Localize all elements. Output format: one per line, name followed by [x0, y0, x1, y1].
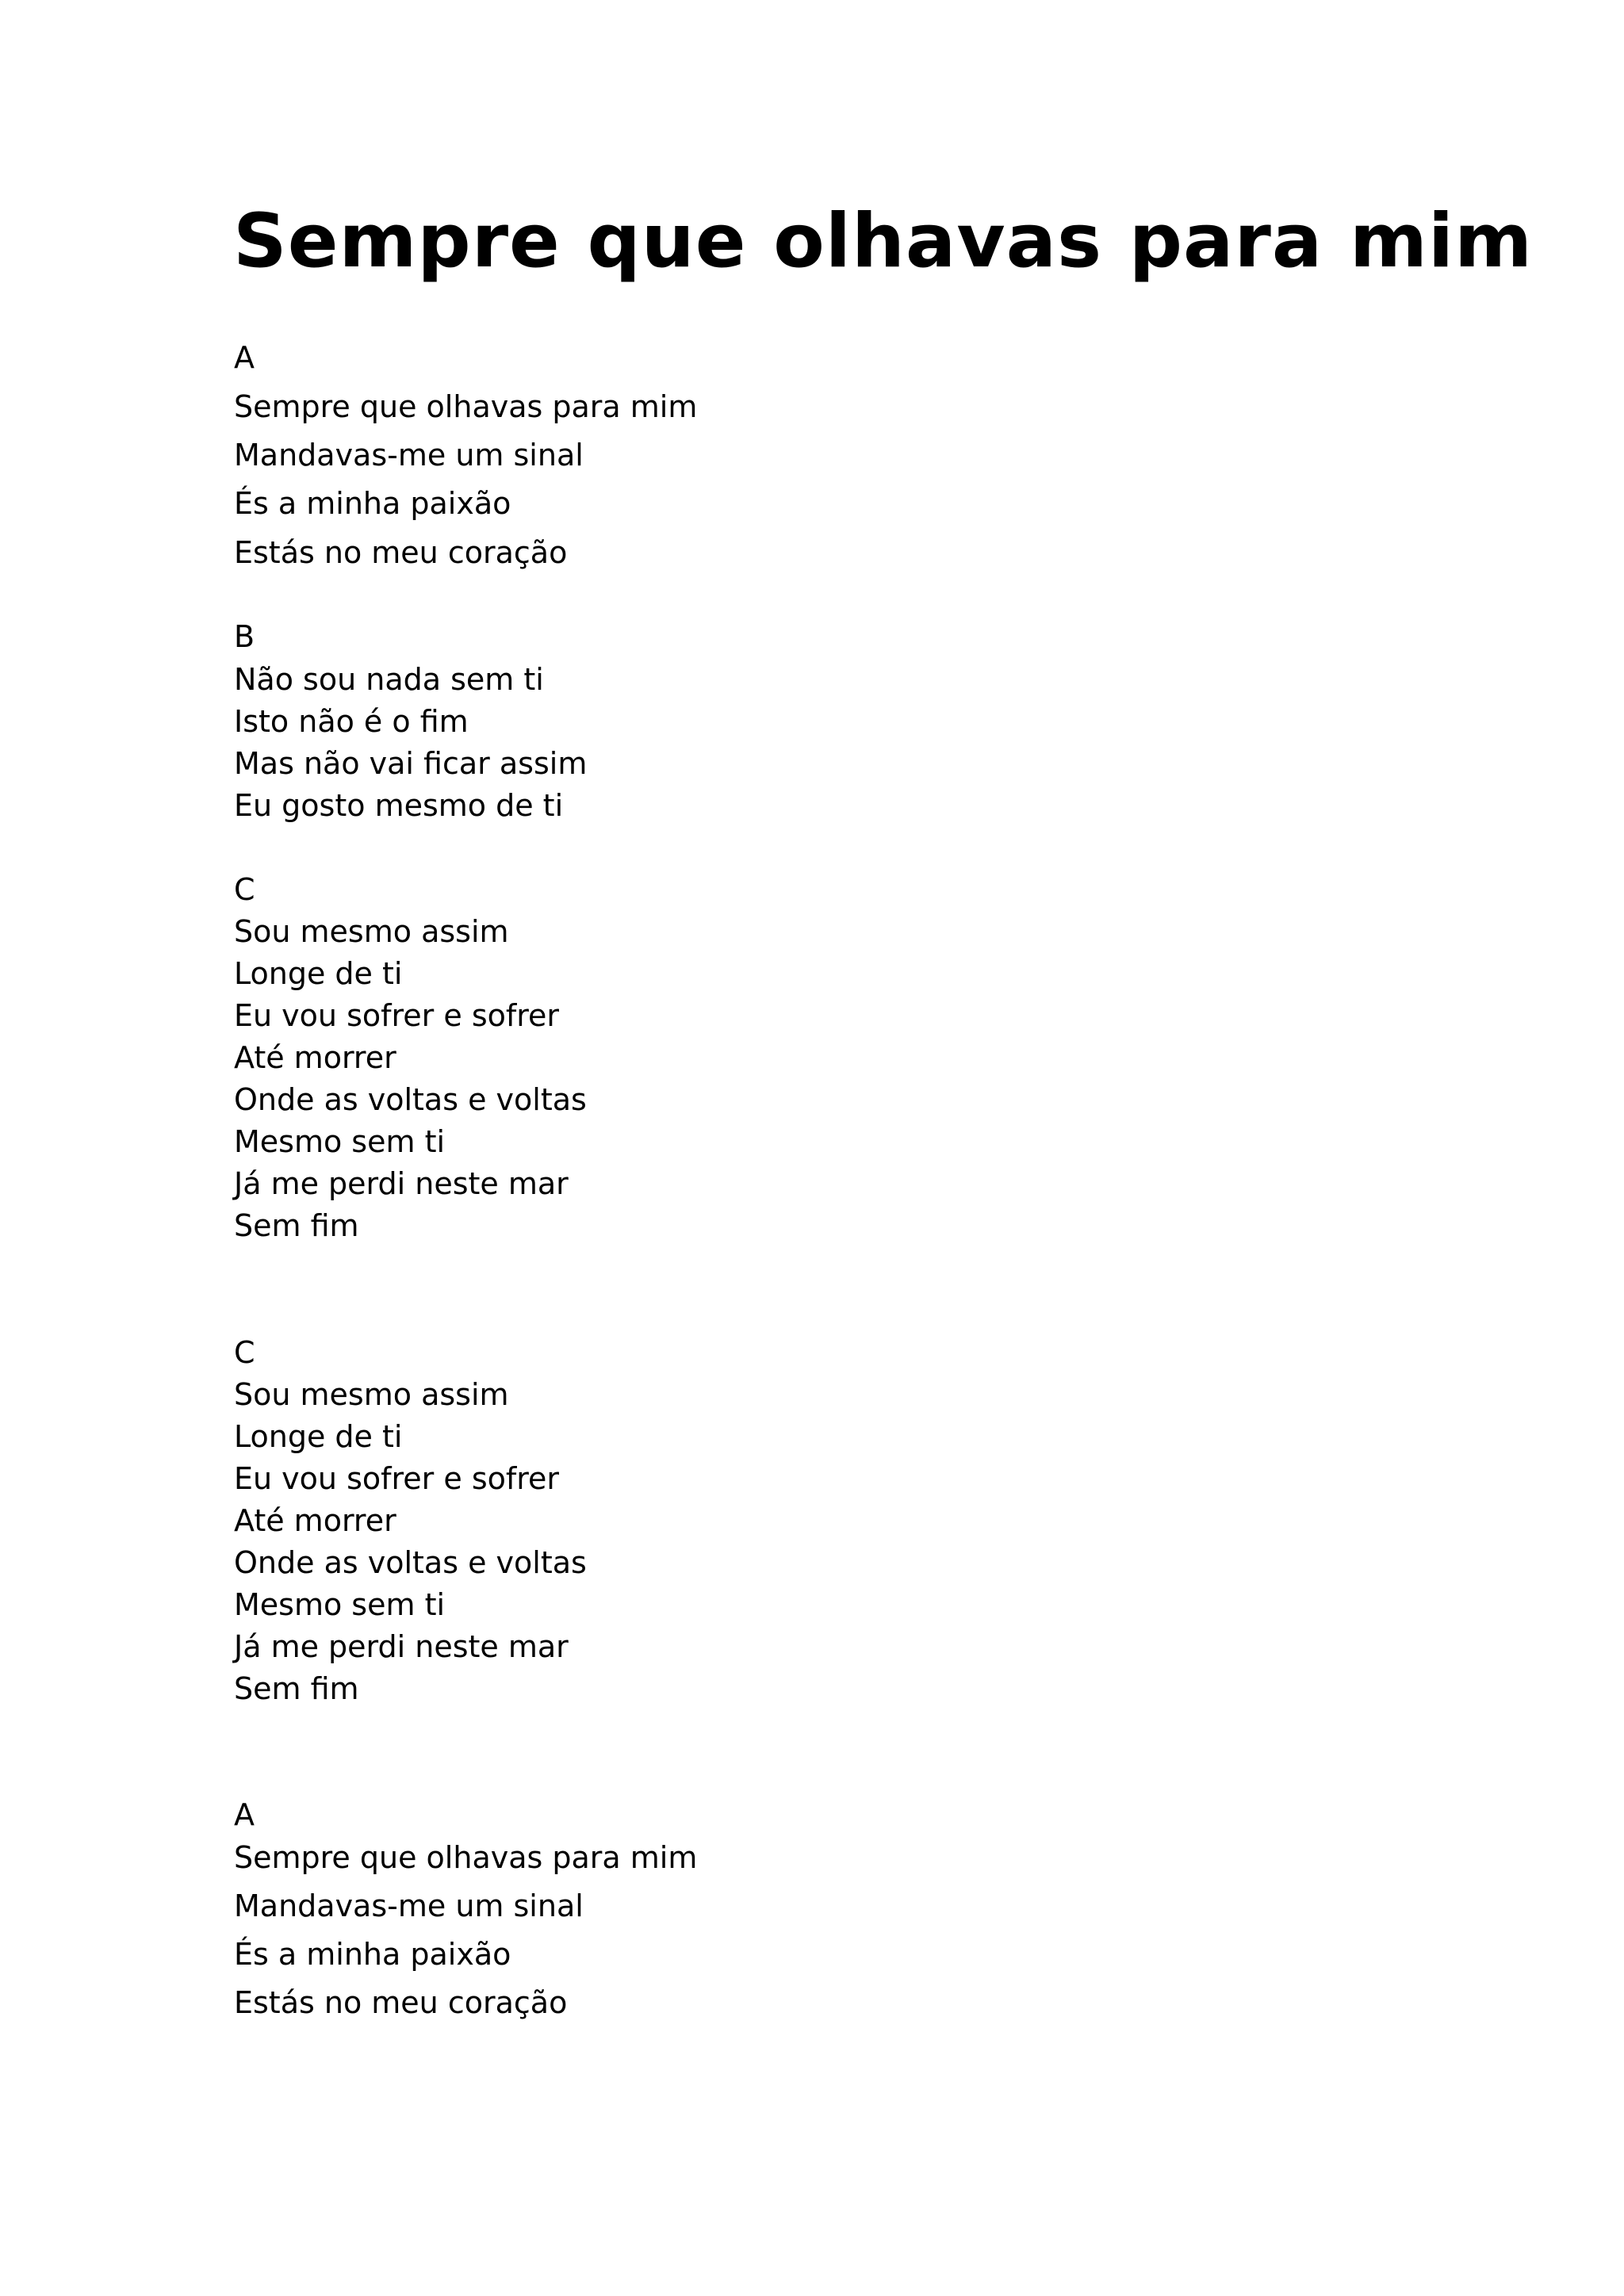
- section-label: A: [234, 340, 255, 375]
- lyric-line: Onde as voltas e voltas: [234, 1545, 587, 1580]
- lyric-line: Mas não vai ficar assim: [234, 746, 588, 781]
- lyric-line: Não sou nada sem ti: [234, 662, 544, 697]
- lyric-line: Até morrer: [234, 1503, 396, 1538]
- lyric-line: Onde as voltas e voltas: [234, 1082, 587, 1117]
- lyric-line: Eu vou sofrer e sofrer: [234, 1461, 560, 1496]
- section-label: C: [234, 1335, 255, 1370]
- lyric-line: Estás no meu coração: [234, 535, 568, 570]
- section-label: A: [234, 1797, 255, 1832]
- lyric-line: Sem fim: [234, 1208, 359, 1243]
- lyric-line: Isto não é o fim: [234, 704, 469, 739]
- lyric-line: Mesmo sem ti: [234, 1124, 446, 1159]
- section-label: C: [234, 872, 255, 907]
- lyric-line: Mesmo sem ti: [234, 1587, 446, 1622]
- lyric-line: Eu vou sofrer e sofrer: [234, 998, 560, 1033]
- lyric-line: Mandavas-me um sinal: [234, 438, 584, 473]
- lyric-line: Sou mesmo assim: [234, 914, 509, 949]
- lyric-line: És a minha paixão: [234, 1937, 511, 1972]
- song-title: Sempre que olhavas para mim: [233, 198, 1534, 285]
- lyric-line: És a minha paixão: [234, 486, 511, 521]
- lyric-line: Sou mesmo assim: [234, 1377, 509, 1412]
- section-label: B: [234, 619, 255, 654]
- lyric-line: Estás no meu coração: [234, 1985, 568, 2020]
- lyric-line: Já me perdi neste mar: [234, 1629, 569, 1664]
- lyric-line: Até morrer: [234, 1040, 396, 1075]
- lyric-line: Mandavas-me um sinal: [234, 1888, 584, 1923]
- lyric-line: Longe de ti: [234, 1419, 403, 1454]
- lyric-line: Já me perdi neste mar: [234, 1166, 569, 1201]
- lyric-line: Longe de ti: [234, 956, 403, 991]
- lyric-line: Sempre que olhavas para mim: [234, 389, 698, 424]
- lyric-line: Sempre que olhavas para mim: [234, 1840, 698, 1875]
- lyric-line: Eu gosto mesmo de ti: [234, 788, 564, 823]
- lyric-line: Sem fim: [234, 1671, 359, 1706]
